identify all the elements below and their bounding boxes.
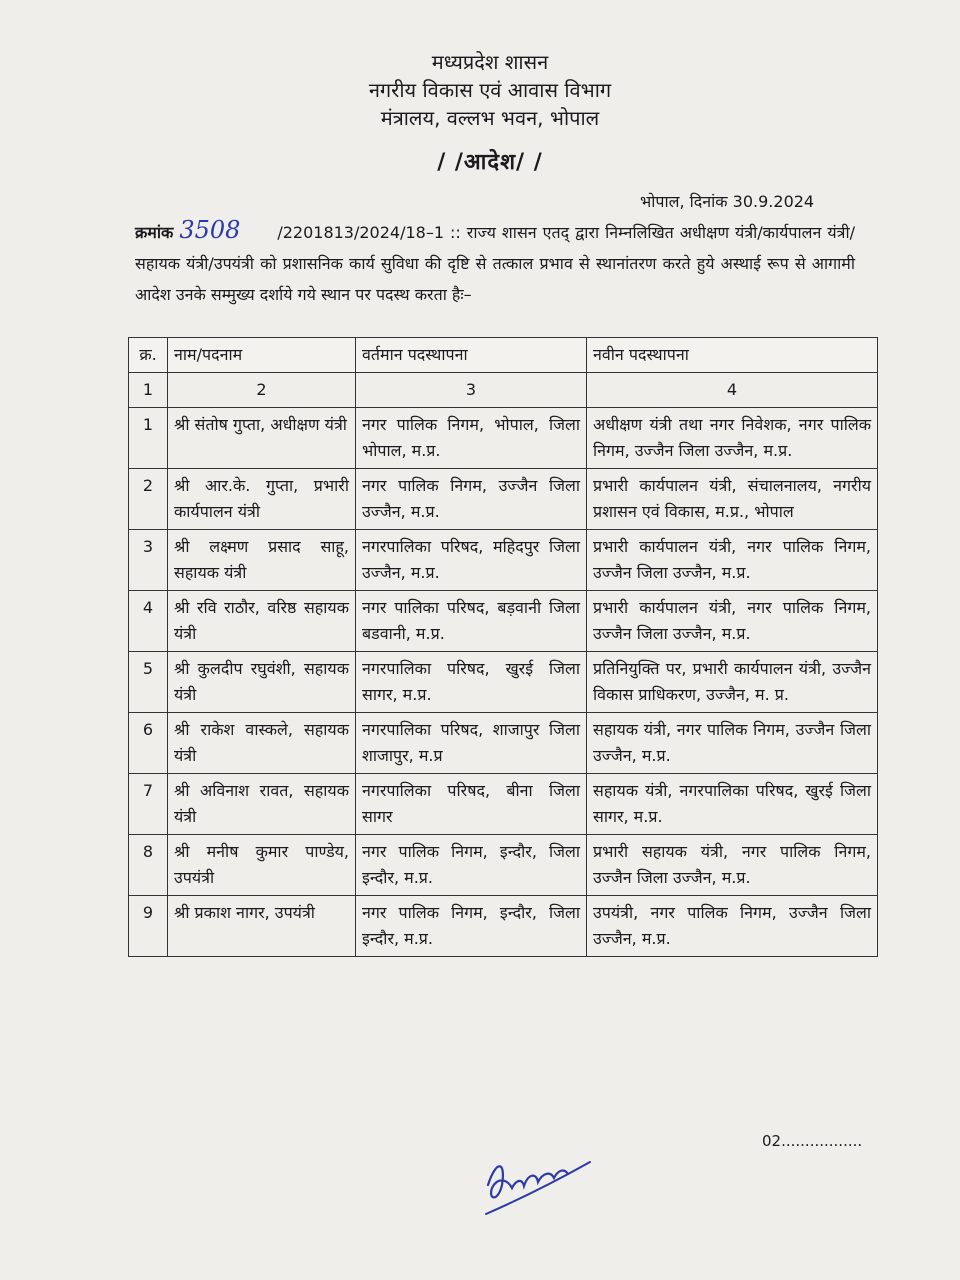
page-continuation: 02................. bbox=[762, 1132, 863, 1150]
table-row bbox=[129, 591, 878, 652]
row-current-posting: नगरपालिका परिषद, खुरई जिला सागर, म.प्र. bbox=[356, 652, 587, 713]
table-row bbox=[129, 652, 878, 713]
row-current-posting: नगर पालिक निगम, इन्दौर, जिला इन्दौर, म.प्र. bbox=[356, 896, 587, 957]
row-new-posting: सहायक यंत्री, नगर पालिक निगम, उज्जैन जिला उज्जैन, म.प्र. bbox=[587, 713, 878, 774]
row-name: श्री आर.के. गुप्ता, प्रभारी कार्यपालन यंत्री bbox=[168, 469, 356, 530]
row-current-posting: नगर पालिक निगम, इन्दौर, जिला इन्दौर, म.प्र. bbox=[356, 835, 587, 896]
reference-paragraph bbox=[135, 215, 855, 310]
date-line: भोपाल, दिनांक 30.9.2024 bbox=[640, 192, 815, 211]
row-current-posting: नगर पालिक निगम, भोपाल, जिला भोपाल, म.प्र. bbox=[356, 408, 587, 469]
row-serial: 4 bbox=[129, 591, 168, 652]
row-serial: 9 bbox=[129, 896, 168, 957]
row-name: श्री प्रकाश नागर, उपयंत्री bbox=[168, 896, 356, 957]
table-row bbox=[129, 530, 878, 591]
column-number: 1 bbox=[129, 373, 168, 408]
row-name: श्री राकेश वास्कले, सहायक यंत्री bbox=[168, 713, 356, 774]
table-row bbox=[129, 469, 878, 530]
header-current-posting: वर्तमान पदस्थापना bbox=[356, 338, 587, 373]
signature-mark bbox=[478, 1140, 598, 1220]
row-new-posting: प्रभारी कार्यपालन यंत्री, नगर पालिक निगम, उज्जैन जिला उज्जैन, म.प्र. bbox=[587, 530, 878, 591]
table-header-row bbox=[129, 338, 878, 373]
reference-text: /2201813/2024/18–1 :: राज्य शासन एतद् द्वारा निम्नलिखित अधीक्षण यंत्री/कार्यपालन यंत्री/सहायक यंत्री/उपयंत्री को प्रशासनिक कार्य सुविधा की दृष्टि से तत्काल प्रभाव से स्थानांतरण करते हुये अस्थाई रूप से आगामी आदेश उनके सम्मुख्य दर्शाये गये स्थान पर पदस्थ करता हैः– bbox=[135, 223, 856, 304]
row-new-posting: अधीक्षण यंत्री तथा नगर निवेशक, नगर पालिक निगम, उज्जैन जिला उज्जैन, म.प्र. bbox=[587, 408, 878, 469]
header-state-government: मध्यप्रदेश शासन bbox=[431, 50, 549, 74]
row-name: श्री अविनाश रावत, सहायक यंत्री bbox=[168, 774, 356, 835]
row-serial: 5 bbox=[129, 652, 168, 713]
row-serial: 6 bbox=[129, 713, 168, 774]
table-row bbox=[129, 774, 878, 835]
row-serial: 1 bbox=[129, 408, 168, 469]
table-row bbox=[129, 408, 878, 469]
row-name: श्री संतोष गुप्ता, अधीक्षण यंत्री bbox=[168, 408, 356, 469]
row-new-posting: प्रभारी कार्यपालन यंत्री, संचालनालय, नगरीय प्रशासन एवं विकास, म.प्र., भोपाल bbox=[587, 469, 878, 530]
row-new-posting: सहायक यंत्री, नगरपालिका परिषद, खुरई जिला सागर, म.प्र. bbox=[587, 774, 878, 835]
order-title: / /आदेश/ / bbox=[437, 150, 543, 175]
header-department: नगरीय विकास एवं आवास विभाग bbox=[368, 78, 612, 102]
table-row bbox=[129, 835, 878, 896]
row-name: श्री कुलदीप रघुवंशी, सहायक यंत्री bbox=[168, 652, 356, 713]
row-name: श्री रवि राठौर, वरिष्ठ सहायक यंत्री bbox=[168, 591, 356, 652]
row-serial: 2 bbox=[129, 469, 168, 530]
table-row bbox=[129, 713, 878, 774]
transfer-table bbox=[128, 337, 878, 957]
header-serial: क्र. bbox=[129, 338, 168, 373]
reference-label: क्रमांक bbox=[135, 223, 174, 242]
column-number: 4 bbox=[587, 373, 878, 408]
row-current-posting: नगरपालिका परिषद, महिदपुर जिला उज्जैन, म.प्र. bbox=[356, 530, 587, 591]
row-current-posting: नगर पालिका परिषद, बड़वानी जिला बडवानी, म.प्र. bbox=[356, 591, 587, 652]
row-new-posting: उपयंत्री, नगर पालिक निगम, उज्जैन जिला उज्जैन, म.प्र. bbox=[587, 896, 878, 957]
row-current-posting: नगरपालिका परिषद, शाजापुर जिला शाजापुर, म.प्र bbox=[356, 713, 587, 774]
row-new-posting: प्रतिनियुक्ति पर, प्रभारी कार्यपालन यंत्री, उज्जैन विकास प्राधिकरण, उज्जैन, म. प्र. bbox=[587, 652, 878, 713]
row-serial: 3 bbox=[129, 530, 168, 591]
row-name: श्री लक्ष्मण प्रसाद साहू, सहायक यंत्री bbox=[168, 530, 356, 591]
row-current-posting: नगर पालिक निगम, उज्जैन जिला उज्जैन, म.प्र. bbox=[356, 469, 587, 530]
header-address: मंत्रालय, वल्लभ भवन, भोपाल bbox=[380, 106, 600, 130]
column-number: 3 bbox=[356, 373, 587, 408]
row-new-posting: प्रभारी कार्यपालन यंत्री, नगर पालिक निगम, उज्जैन जिला उज्जैन, म.प्र. bbox=[587, 591, 878, 652]
header-new-posting: नवीन पदस्थापना bbox=[587, 338, 878, 373]
handwritten-reference-number: 3508 bbox=[179, 216, 241, 244]
row-new-posting: प्रभारी सहायक यंत्री, नगर पालिक निगम, उज्जैन जिला उज्जैन, म.प्र. bbox=[587, 835, 878, 896]
column-number: 2 bbox=[168, 373, 356, 408]
row-serial: 8 bbox=[129, 835, 168, 896]
column-number-row bbox=[129, 373, 878, 408]
header-name: नाम/पदनाम bbox=[168, 338, 356, 373]
row-name: श्री मनीष कुमार पाण्डेय, उपयंत्री bbox=[168, 835, 356, 896]
row-serial: 7 bbox=[129, 774, 168, 835]
row-current-posting: नगरपालिका परिषद, बीना जिला सागर bbox=[356, 774, 587, 835]
table-row bbox=[129, 896, 878, 957]
